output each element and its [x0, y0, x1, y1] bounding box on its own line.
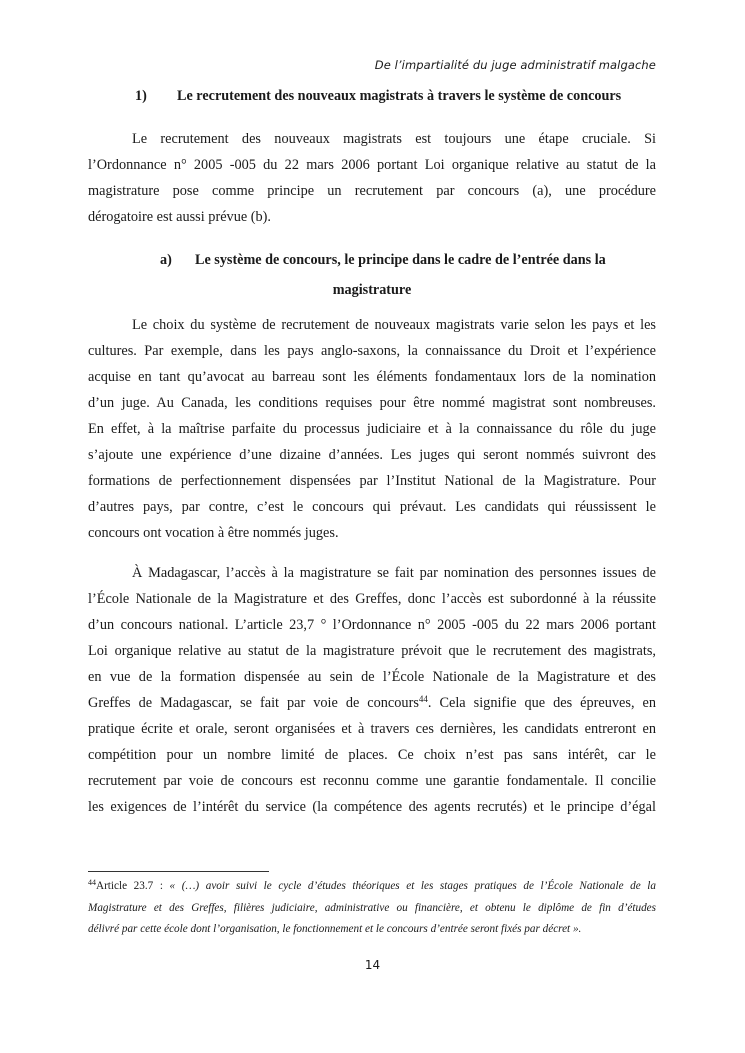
intro-paragraph [88, 126, 656, 230]
text-line: À Madagascar, l’accès à la magistrature se fait par nomination des personnes issues de [132, 565, 656, 581]
text-fragment: Greffes de Madagascar, se fait par voie de concours [88, 695, 419, 711]
section-title: Le recrutement des nouveaux magistrats à travers le système de concours [177, 88, 622, 104]
paragraph-1 [88, 312, 656, 546]
text-line: dérogatoire est aussi prévue (b). [88, 209, 272, 225]
text-line: concours ont vocation à être nommés juges. [88, 525, 339, 541]
text-line: l’Ordonnance n° 2005 -005 du 22 mars 2006 portant Loi organique relative au statut de la [88, 157, 656, 173]
page-number: 14 [364, 958, 381, 972]
text-line: magistrature pose comme principe un recrutement par concours (a), une procédure [88, 183, 656, 199]
text-line: d’un concours national. L’article 23,7 ° l’Ordonnance n° 2005 -005 du 22 mars 2006 portant [88, 617, 656, 633]
footnote-line: délivré par cette école dont l’organisation, le fonctionnement et le concours d’entrée seront fixés par décret ». [88, 923, 582, 935]
text-line: cultures. Par exemple, dans les pays anglo-saxons, la connaissance du Droit et l’expérience [88, 343, 656, 359]
subsection-heading [88, 245, 656, 305]
text-line: d’un juge. Au Canada, les conditions requises pour être nommé magistrat sont nombreuses. [88, 395, 656, 411]
footnote-line [88, 876, 656, 898]
subsection-number: a) [160, 252, 172, 268]
text-line: les exigences de l’intérêt du service (la compétence des agents recrutés) et le principe d’égal [88, 799, 656, 815]
text-fragment: . Cela signifie que des épreuves, en [427, 695, 656, 711]
text-line: Le recrutement des nouveaux magistrats est toujours une étape cruciale. Si [132, 131, 656, 147]
text-line: en vue de la formation dispensée au sein de l’École Nationale de la Magistrature et des [88, 669, 656, 685]
footnote-line: Magistrature et des Greffes, filières judiciaire, administrative ou financière, et obtenu le diplôme de fin d’études [88, 901, 656, 914]
text-line: recrutement par voie de concours est reconnu comme une garantie fondamentale. Il concilie [88, 773, 656, 789]
footnote [88, 876, 656, 941]
text-line: acquise en tant qu’avocat au barreau sont les éléments fondamentaux lors de la nomination [88, 369, 656, 385]
footnote-text: « (…) avoir suivi le cycle d’études théoriques et les stages pratiques de l’École Nationale de la [169, 880, 656, 892]
text-line: d’autres pays, par contre, c’est le concours qui prévaut. Les candidats qui réussissent le [88, 499, 656, 515]
subsection-title-line2: magistrature [332, 282, 412, 298]
running-header: De l’impartialité du juge administratif malgache [374, 58, 656, 72]
footnote-separator [88, 871, 269, 872]
paragraph-2 [88, 560, 656, 820]
footnote-number: 44 [88, 878, 96, 887]
subsection-title-line1: Le système de concours, le principe dans le cadre de l’entrée dans la [195, 252, 606, 268]
text-line: compétition pour un nombre limité de places. Ce choix n’est pas sans intérêt, car le [88, 747, 656, 763]
text-line: En effet, à la maîtrise parfaite du processus judiciaire et à la connaissance du rôle du juge [88, 421, 656, 437]
section-heading [135, 88, 621, 105]
text-line: l’École Nationale de la Magistrature et des Greffes, donc l’accès est subordonné à la réussite [88, 591, 656, 607]
section-number: 1) [135, 88, 147, 104]
text-line: pratique écrite et orale, seront organisées et à travers ces dernières, les candidats entreront en [88, 721, 656, 737]
text-line: Le choix du système de recrutement de nouveaux magistrats varie selon les pays et les [132, 317, 656, 333]
text-line: Loi organique relative au statut de la magistrature prévoit que le recrutement des magistrats, [88, 643, 656, 659]
footnote-label: Article 23.7 : [96, 880, 170, 892]
text-line-with-footnote [88, 690, 656, 716]
text-line: formations de perfectionnement dispensées par l’Institut National de la Magistrature. Pour [88, 473, 656, 489]
text-line: s’ajoute une expérience d’une dizaine d’années. Les juges qui seront nommés suivront des [88, 447, 656, 463]
footnote-reference[interactable]: 44 [418, 694, 428, 704]
